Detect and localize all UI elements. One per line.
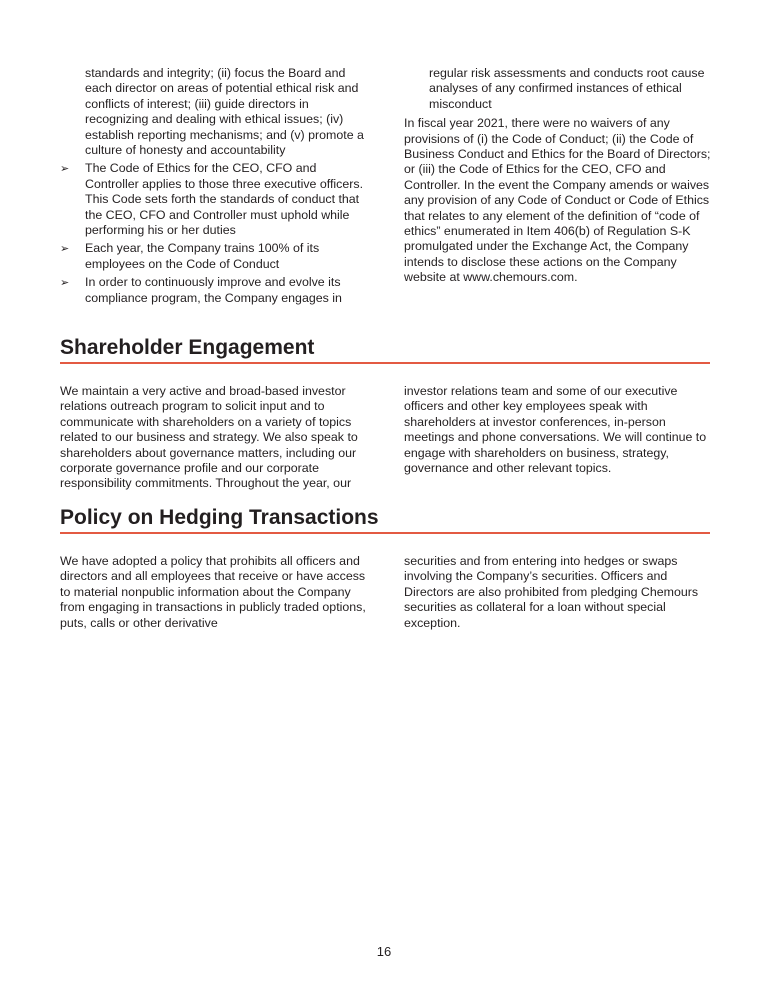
- arrow-bullet-icon: ➢: [60, 162, 70, 176]
- shareholder-paragraph-right: investor relations team and some of our executive officers and other key employees speak with shareholders at investor conferences, in-person meetings and phone conversations. We will continue to engage with shareholders on business, strategy, governance and other relevant topics.: [404, 384, 707, 476]
- top-left-column: [60, 66, 372, 306]
- shareholder-right-column: [404, 384, 712, 476]
- top-right-column: [404, 66, 712, 286]
- list-item: ➢ Each year, the Company trains 100% of its employees on the Code of Conduct: [60, 241, 320, 271]
- arrow-bullet-icon: ➢: [60, 276, 70, 290]
- list-item: ➢ The Code of Ethics for the CEO, CFO and Controller applies to those three executive officers. This Code sets forth the standards of conduct that the CEO, CFO and Controller must uphold while performing his or her duties: [60, 161, 364, 238]
- list-item: ➢ In order to continuously improve and evolve its compliance program, the Company engages in: [60, 275, 342, 305]
- hedging-left-column: [60, 554, 372, 631]
- hedging-paragraph-right: securities and from entering into hedges or swaps involving the Company’s securities. Officers and Directors are also prohibited from pledging Chemours securities as collateral for a loan without special exception.: [404, 554, 699, 630]
- shareholder-left-column: [60, 384, 372, 492]
- hedging-policy-heading: Policy on Hedging Transactions: [60, 506, 710, 534]
- arrow-bullet-icon: ➢: [60, 242, 70, 256]
- hedging-right-column: [404, 554, 712, 631]
- shareholder-paragraph-left: We maintain a very active and broad-based investor relations outreach program to solicit input and to communicate with shareholders on a variety of topics related to our business and strategy. We also speak to shareholders about governance matters, including our corporate governance profile and our corporate responsibility commitments. Throughout the year, our: [60, 384, 358, 491]
- hedging-paragraph-left: We have adopted a policy that prohibits all officers and directors and all employees that receive or have access to material nonpublic information about the Company from engaging in transactions in publicly traded options, puts, calls or other derivative: [60, 554, 366, 630]
- list-continuation-text: regular risk assessments and conducts root cause analyses of any confirmed instances of ethical misconduct: [429, 66, 705, 111]
- code-of-ethics-list: [60, 161, 372, 306]
- page-number: 16: [376, 944, 392, 959]
- shareholder-engagement-heading: Shareholder Engagement: [60, 336, 710, 364]
- list-continuation-text: standards and integrity; (ii) focus the Board and each director on areas of potential ethical risk and conflicts of interest; (iii) guide directors in recognizing and dealing with ethical issues; (iv) establish reporting mechanisms; and (v) promote a culture of honesty and accountability: [85, 66, 364, 158]
- waivers-paragraph: In fiscal year 2021, there were no waivers of any provisions of (i) the Code of Conduct; (ii) the Code of Business Conduct and Ethics for the Board of Directors; or (iii) the Code of Ethics for the CEO, CFO and Controller. In the event the Company amends or waives any provision of any Code of Conduct or Code of Ethics that relates to any element of the definition of “code of ethics” enumerated in Item 406(b) of Regulation S-K promulgated under the Exchange Act, the Company intends to disclose these actions on the Company website at www.chemours.com.: [404, 116, 711, 285]
